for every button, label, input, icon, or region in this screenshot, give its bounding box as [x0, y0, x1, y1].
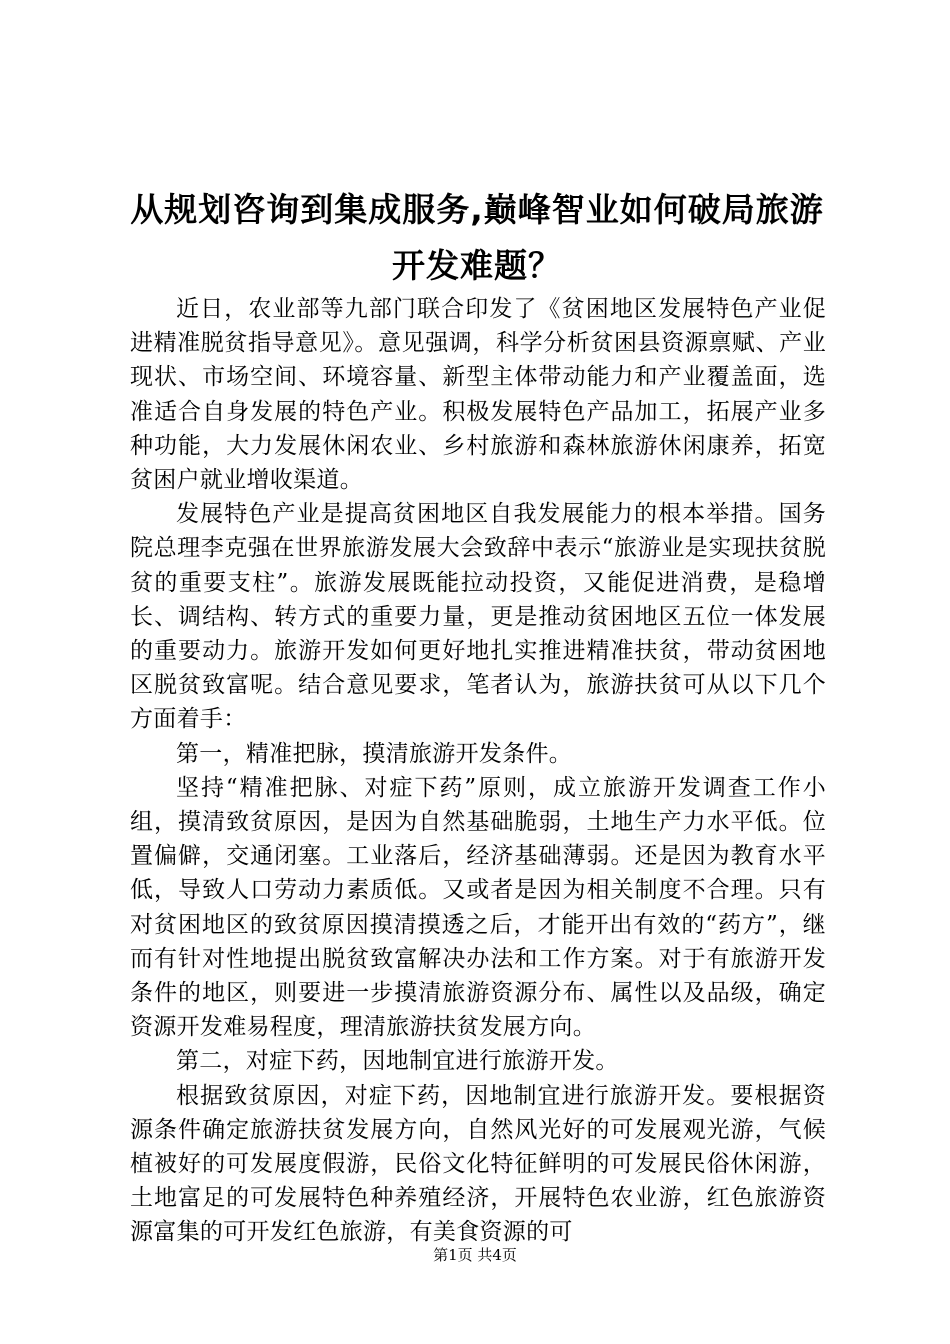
document-title: 从规划咨询到集成服务,巅峰智业如何破局旅游开发难题？ — [130, 190, 824, 285]
document-body — [130, 292, 826, 1250]
page-number-footer: 第1页 共4页 — [433, 1246, 517, 1264]
paragraph-second-detail: 根据致贫原因，对症下药，因地制宜进行旅游开发。要根据资源条件确定旅游扶贫发展方向，自然风光好的可发展观光游，气候植被好的可发展度假游，民俗文化特征鲜明的可发展民俗休闲游，土地富足的可发展特色种养殖经济，开展特色农业游，红色旅游资源富集的可开发红色旅游，有美食资源的可 — [130, 1082, 826, 1246]
paragraph-background: 发展特色产业是提高贫困地区自我发展能力的根本举措。国务院总理李克强在世界旅游发展大会致辞中表示“旅游业是实现扶贫脱贫的重要支柱”。旅游发展既能拉动投资，又能促进消费，是稳增长、调结构、转方式的重要力量，更是推动贫困地区五位一体发展的重要动力。旅游开发如何更好地扎实推进精准扶贫，带动贫困地区脱贫致富呢。结合意见要求，笔者认为，旅游扶贫可从以下几个方面着手： — [130, 501, 826, 733]
paragraph-first-detail: 坚持“精准把脉、对症下药”原则，成立旅游开发调查工作小组，摸清致贫原因，是因为自然基础脆弱，土地生产力水平低。位置偏僻，交通闭塞。工业落后，经济基础薄弱。还是因为教育水平低，导致人口劳动力素质低。又或者是因为相关制度不合理。只有对贫困地区的致贫原因摸清摸透之后，才能开出有效的“药方”，继而有针对性地提出脱贫致富解决办法和工作方案。对于有旅游开发条件的地区，则要进一步摸清旅游资源分布、属性以及品级，确定资源开发难易程度，理清旅游扶贫发展方向。 — [130, 774, 826, 1041]
section-heading-first: 第一，精准把脉，摸清旅游开发条件。 — [176, 740, 573, 767]
paragraph-intro: 近日，农业部等九部门联合印发了《贫困地区发展特色产业促进精准脱贫指导意见》。意见强调，科学分析贫困县资源禀赋、产业现状、市场空间、环境容量、新型主体带动能力和产业覆盖面，选准适合自身发展的特色产业。积极发展特色产品加工，拓展产业多种功能，大力发展休闲农业、乡村旅游和森林旅游休闲康养，拓宽贫困户就业增收渠道。 — [130, 296, 826, 494]
section-heading-second: 第二，对症下药，因地制宜进行旅游开发。 — [176, 1048, 619, 1075]
